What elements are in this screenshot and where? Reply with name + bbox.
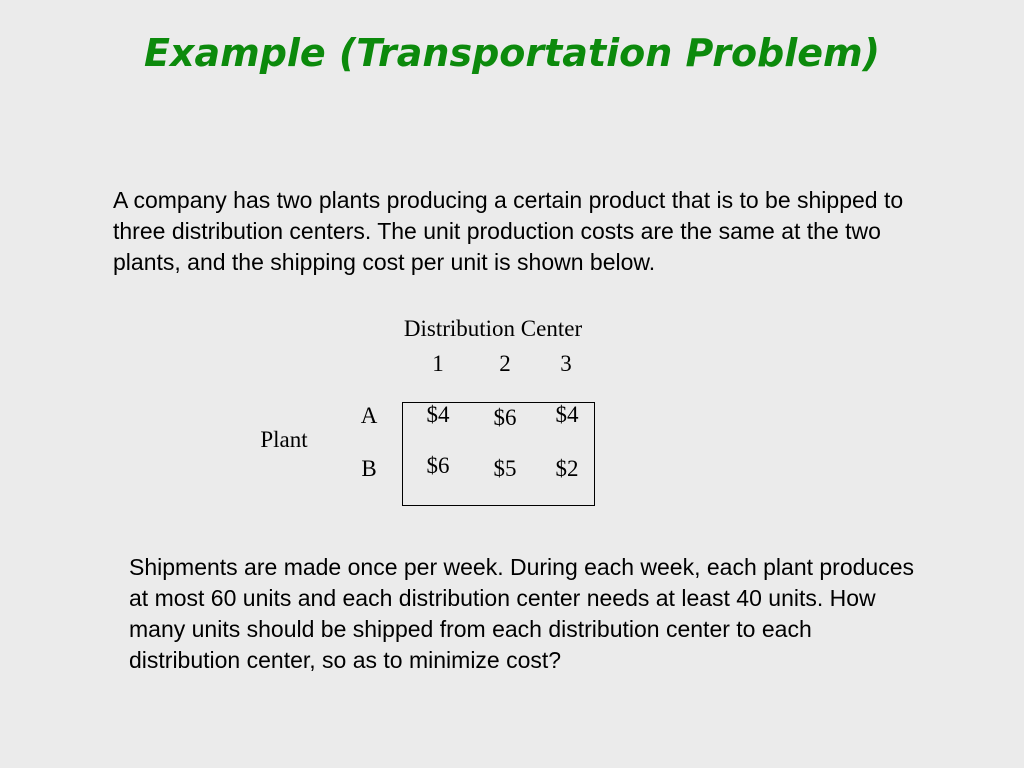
column-header-1: 1	[432, 351, 444, 376]
cost-cell-b3: $2	[555, 456, 579, 481]
cost-cell-a1: $4	[426, 402, 450, 427]
plant-label: Plant	[260, 427, 308, 452]
cost-cell-a3: $4	[555, 402, 579, 427]
column-header-3: 3	[560, 351, 572, 376]
distribution-center-header: Distribution Center	[403, 316, 583, 341]
cost-cell-b2: $5	[493, 456, 517, 481]
slide-title: Example (Transportation Problem)	[143, 31, 881, 75]
cost-cell-a2: $6	[493, 405, 517, 430]
row-label-a: A	[360, 403, 378, 428]
cost-cell-b1: $6	[426, 453, 450, 478]
row-label-b: B	[361, 456, 377, 481]
intro-paragraph: A company has two plants producing a certain product that is to be shipped to three distribution centers. The unit production costs are the same at the two plants, and the shipping cost per unit is shown below.	[113, 187, 904, 275]
question-paragraph: Shipments are made once per week. During each week, each plant produces at most 60 units and each distribution center needs at least 40 units. How many units should be shipped from each distribution center to each distribution center, so as to minimize cost?	[129, 554, 915, 673]
column-header-2: 2	[499, 351, 511, 376]
